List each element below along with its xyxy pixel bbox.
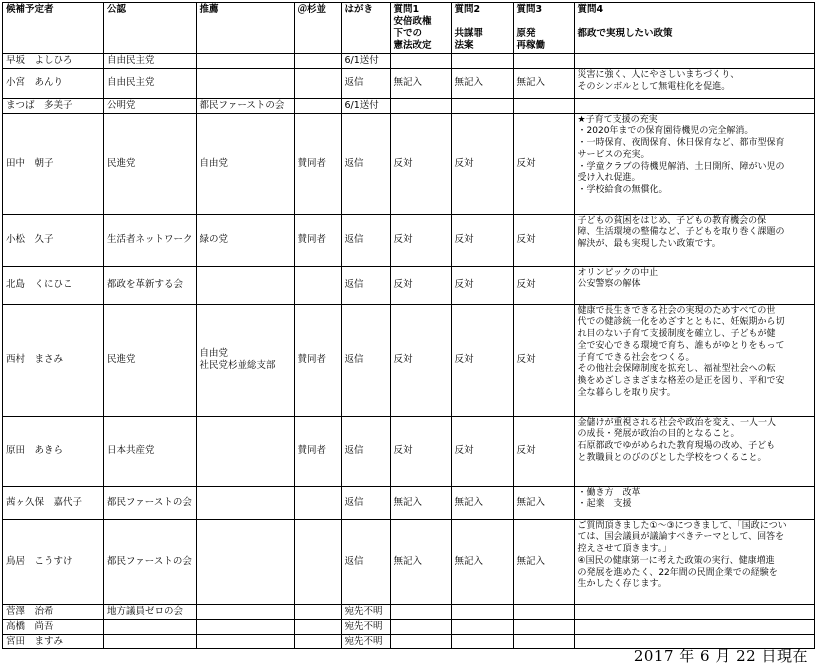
table-row <box>3 214 815 266</box>
q2-answer: 反対 <box>451 266 513 304</box>
q1-answer: 反対 <box>390 304 451 416</box>
endorse-cell: 緑の党 <box>196 214 294 266</box>
party-cell: 民進党 <box>104 113 197 214</box>
q2-answer: 反対 <box>451 113 513 214</box>
q3-answer <box>513 54 574 69</box>
q1-answer <box>390 98 451 113</box>
postcard-cell: 返信 <box>341 416 390 486</box>
policy-cell <box>574 604 814 619</box>
suginami-cell <box>294 68 341 98</box>
party-cell: 公明党 <box>104 98 197 113</box>
q1-answer: 無記入 <box>390 519 451 604</box>
candidate-name: 宮田 ますみ <box>3 634 104 649</box>
suginami-cell <box>294 98 341 113</box>
endorse-cell <box>196 619 294 634</box>
candidate-name: 小松 久子 <box>3 214 104 266</box>
header-endorse: 推薦 <box>196 3 294 54</box>
q1-answer: 反対 <box>390 214 451 266</box>
policy-cell: 健康で長生きできる社会の実現のためすべての世 代での健診統一化をめざすとともに、妊娠期から切 れ目のない子育て支援制度を確立し、子どもが健 全で安心できる環境で育ち、誰もがゆとりをもって 子育てできる社会をつくる。 その他社会保障制度を拡充し、福祉型社会への転 換をめざしさまざまな格差の是正を図り、平和で安 全な暮らしを取り戻す。 <box>574 304 814 416</box>
policy-cell: ・働き方 改革 ・起業 支援 <box>574 486 814 519</box>
endorse-cell <box>196 54 294 69</box>
suginami-cell <box>294 266 341 304</box>
table-row <box>3 68 815 98</box>
postcard-cell: 返信 <box>341 113 390 214</box>
party-cell <box>104 619 197 634</box>
policy-cell <box>574 619 814 634</box>
q2-answer: 無記入 <box>451 486 513 519</box>
postcard-cell: 6/1送付 <box>341 54 390 69</box>
endorse-cell: 自由党 社民党杉並総支部 <box>196 304 294 416</box>
suginami-cell <box>294 634 341 649</box>
table-row <box>3 519 815 604</box>
q2-answer <box>451 619 513 634</box>
header-party: 公認 <box>104 3 197 54</box>
suginami-cell: 賛同者 <box>294 214 341 266</box>
q1-answer: 無記入 <box>390 486 451 519</box>
table-row <box>3 619 815 634</box>
party-cell: 生活者ネットワーク <box>104 214 197 266</box>
q3-answer: 無記入 <box>513 519 574 604</box>
header-q4: 質問4 都政で実現したい政策 <box>574 3 814 54</box>
q1-answer <box>390 604 451 619</box>
q2-answer: 無記入 <box>451 519 513 604</box>
q1-answer <box>390 634 451 649</box>
q3-answer: 反対 <box>513 266 574 304</box>
party-cell: 都民ファーストの会 <box>104 519 197 604</box>
table-row <box>3 113 815 214</box>
q2-answer: 反対 <box>451 214 513 266</box>
policy-cell: 災害に強く、人にやさしいまちづくり、 そのシンボルとして無電柱化を促進。 <box>574 68 814 98</box>
endorse-cell <box>196 266 294 304</box>
q2-answer: 反対 <box>451 304 513 416</box>
postcard-cell: 返信 <box>341 266 390 304</box>
suginami-cell <box>294 519 341 604</box>
postcard-cell: 宛先不明 <box>341 619 390 634</box>
postcard-cell: 6/1送付 <box>341 98 390 113</box>
postcard-cell: 返信 <box>341 214 390 266</box>
q1-answer <box>390 619 451 634</box>
party-cell: 地方議員ゼロの会 <box>104 604 197 619</box>
party-cell: 都民ファーストの会 <box>104 486 197 519</box>
q1-answer: 反対 <box>390 266 451 304</box>
party-cell: 自由民主党 <box>104 68 197 98</box>
candidate-name: 早坂 よしひろ <box>3 54 104 69</box>
endorse-cell <box>196 634 294 649</box>
candidate-name: 菅澤 治希 <box>3 604 104 619</box>
q2-answer <box>451 54 513 69</box>
q2-answer <box>451 98 513 113</box>
endorse-cell: 自由党 <box>196 113 294 214</box>
table-row <box>3 486 815 519</box>
q2-answer: 反対 <box>451 416 513 486</box>
endorse-cell <box>196 416 294 486</box>
candidate-name: 北島 くにひこ <box>3 266 104 304</box>
table-row <box>3 266 815 304</box>
suginami-cell <box>294 54 341 69</box>
table-row <box>3 304 815 416</box>
table-row <box>3 54 815 69</box>
postcard-cell: 返信 <box>341 304 390 416</box>
party-cell: 日本共産党 <box>104 416 197 486</box>
suginami-cell <box>294 486 341 519</box>
q1-answer: 反対 <box>390 416 451 486</box>
policy-cell <box>574 98 814 113</box>
candidate-name: 高橋 尚吾 <box>3 619 104 634</box>
q3-answer: 反対 <box>513 304 574 416</box>
candidate-name: 西村 まさみ <box>3 304 104 416</box>
candidate-name: 鳥居 こうすけ <box>3 519 104 604</box>
endorse-cell: 都民ファーストの会 <box>196 98 294 113</box>
endorse-cell <box>196 604 294 619</box>
suginami-cell: 賛同者 <box>294 416 341 486</box>
suginami-cell <box>294 604 341 619</box>
q3-answer <box>513 634 574 649</box>
header-q2: 質問2 共謀罪 法案 <box>451 3 513 54</box>
q3-answer: 無記入 <box>513 68 574 98</box>
candidate-name: 田中 朝子 <box>3 113 104 214</box>
q1-answer: 反対 <box>390 113 451 214</box>
postcard-cell: 返信 <box>341 68 390 98</box>
candidate-survey-table <box>2 2 815 649</box>
q3-answer <box>513 604 574 619</box>
table-row <box>3 416 815 486</box>
suginami-cell: 賛同者 <box>294 304 341 416</box>
policy-cell: 金儲けが重視される社会や政治を変え、一人一人 の成長・発展が政治の目的となること。 石原都政でゆがめられた教育現場の改め、子ども と教職員とのびのびとした学校をつくること。 <box>574 416 814 486</box>
endorse-cell <box>196 68 294 98</box>
suginami-cell: 賛同者 <box>294 113 341 214</box>
postcard-cell: 返信 <box>341 486 390 519</box>
header-q3: 質問3 原発 再稼働 <box>513 3 574 54</box>
party-cell <box>104 634 197 649</box>
q3-answer: 反対 <box>513 214 574 266</box>
party-cell: 自由民主党 <box>104 54 197 69</box>
policy-cell: オリンピックの中止 公安警察の解体 <box>574 266 814 304</box>
q2-answer <box>451 604 513 619</box>
q1-answer: 無記入 <box>390 68 451 98</box>
q3-answer <box>513 98 574 113</box>
postcard-cell: 宛先不明 <box>341 604 390 619</box>
q3-answer <box>513 619 574 634</box>
candidate-name: 原田 あきら <box>3 416 104 486</box>
header-candidate: 候補予定者 <box>3 3 104 54</box>
q3-answer: 反対 <box>513 113 574 214</box>
q2-answer <box>451 634 513 649</box>
policy-cell <box>574 54 814 69</box>
party-cell: 民進党 <box>104 304 197 416</box>
policy-cell: ご質問頂きました①～③につきまして、「国政につい ては、国会議員が議論すべきテーマとして、回答を 控えさせて頂きます。」 ④国民の健康第一に考えた政策の実行、健康増進 の発展を進めたく、22年間の民間企業での経験を 生かしたく存じます。 <box>574 519 814 604</box>
suginami-cell <box>294 619 341 634</box>
postcard-cell: 返信 <box>341 519 390 604</box>
candidate-name: 茜ヶ久保 嘉代子 <box>3 486 104 519</box>
candidate-name: 小宮 あんり <box>3 68 104 98</box>
header-row <box>3 3 815 54</box>
table-row <box>3 98 815 113</box>
party-cell: 都政を革新する会 <box>104 266 197 304</box>
q3-answer: 反対 <box>513 416 574 486</box>
q1-answer <box>390 54 451 69</box>
header-suginami: ＠杉並 <box>294 3 341 54</box>
candidate-name: まつば 多美子 <box>3 98 104 113</box>
as-of-date: 2017 年 6 月 22 日現在 <box>633 647 808 665</box>
endorse-cell <box>196 486 294 519</box>
endorse-cell <box>196 519 294 604</box>
q2-answer: 無記入 <box>451 68 513 98</box>
postcard-cell: 宛先不明 <box>341 634 390 649</box>
q3-answer: 無記入 <box>513 486 574 519</box>
table-row <box>3 604 815 619</box>
header-postcard: はがき <box>341 3 390 54</box>
policy-cell: ★子育て支援の充実 ・2020年までの保育園待機児の完全解消。 ・一時保育、夜間保育、休日保育など、都市型保育 サービスの充実。 ・学童クラブの待機児解消、土日開所、障がい児の 受け入れ促進。 ・学校給食の無償化。 <box>574 113 814 214</box>
policy-cell: 子どもの貧困をはじめ、子どもの教育機会の保 障、生活環境の整備など、子どもを取り巻く課題の 解決が、最も実現したい政策です。 <box>574 214 814 266</box>
header-q1: 質問1 安倍政権 下での 憲法改定 <box>390 3 451 54</box>
